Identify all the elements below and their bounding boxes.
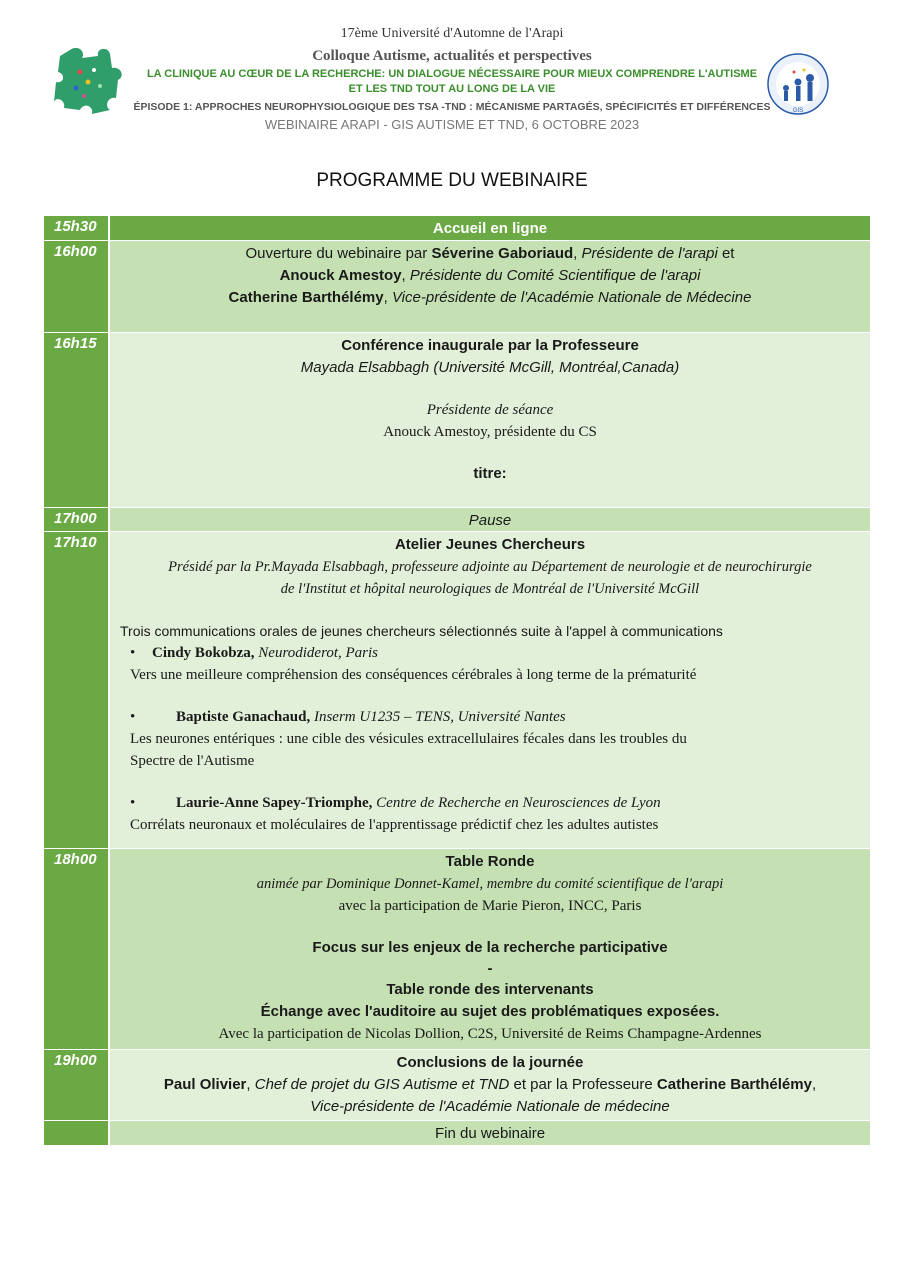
session-content <box>110 849 870 1049</box>
table-row <box>44 1050 870 1121</box>
talk-title: Les neurones entériques : une cible des vésicules extracellulaires fécales dans les troubles du <box>130 731 687 747</box>
time-cell: 18h00 <box>44 849 110 1049</box>
session-content <box>110 1050 870 1120</box>
session-title: Accueil en ligne <box>110 216 870 240</box>
talk-title: Spectre de l'Autisme <box>130 753 255 769</box>
text: , <box>573 245 582 262</box>
chair-line-2: de l'Institut et hôpital neurologiques de Montréal de l'Université McGill <box>280 581 700 597</box>
bullet-icon: • <box>130 795 136 811</box>
speaker-role: Présidente du Comité Scientifique de l'arapi <box>409 267 701 284</box>
header <box>0 0 904 140</box>
session-title: Fin du webinaire <box>110 1121 870 1145</box>
speaker: Mayada Elsabbagh (Université McGill, Montréal,Canada) <box>300 359 680 376</box>
session-title: Conclusions de la journée <box>396 1054 584 1071</box>
list-item <box>120 706 862 728</box>
speaker-role: Chef de projet du GIS Autisme et TND <box>254 1076 510 1093</box>
speaker-name: Baptiste Ganachaud, <box>176 709 311 725</box>
list-item <box>120 642 862 664</box>
header-line-1: 17ème Université d'Automne de l'Arapi <box>340 26 564 41</box>
talk-title: Corrélats neuronaux et moléculaires de l'apprentissage prédictif chez les adultes autistes <box>130 817 659 833</box>
talk-title: Vers une meilleure compréhension des conséquences cérébrales à long terme de la prématurité <box>130 667 697 683</box>
time-cell: 19h00 <box>44 1050 110 1120</box>
roundtable-title: Table ronde des intervenants <box>386 981 594 998</box>
text: Ouverture du webinaire par <box>245 245 432 262</box>
time-cell: 17h00 <box>44 508 110 531</box>
speaker-role: Présidente de l'arapi <box>581 245 718 262</box>
speaker-name: Cindy Bokobza, <box>152 645 255 661</box>
time-cell: 16h15 <box>44 333 110 507</box>
table-row <box>44 532 870 849</box>
header-line-4: ET LES TND TOUT AU LONG DE LA VIE <box>348 83 556 95</box>
table-row <box>44 216 870 241</box>
session-content <box>110 333 870 507</box>
bullet-icon: • <box>130 709 136 725</box>
text: , <box>383 289 392 306</box>
separator-dash: - <box>487 960 493 977</box>
session-title: Atelier Jeunes Chercheurs <box>394 536 586 553</box>
intro-text: Trois communications orales de jeunes chercheurs sélectionnés suite à l'appel à communications <box>120 623 723 639</box>
header-line-5: ÉPISODE 1: APPROCHES NEUROPHYSIOLOGIQUE DES TSA -TND : MÉCANISME PARTAGÉS, SPÉCIFICITÉS ET DIFFÉRENCES <box>133 101 771 113</box>
talk-title-label: titre: <box>473 465 507 482</box>
chair: Anouck Amestoy, présidente du CS <box>383 424 597 440</box>
moderator: animée par Dominique Donnet-Kamel, membre du comité scientifique de l'arapi <box>256 876 724 892</box>
time-cell <box>44 1121 110 1145</box>
session-content <box>110 241 870 332</box>
logo-gis-text: GIS <box>792 108 804 114</box>
focus-title: Focus sur les enjeux de la recherche participative <box>312 939 668 956</box>
speaker-affiliation: Centre de Recherche en Neurosciences de Lyon <box>372 795 661 811</box>
speaker-name: Laurie-Anne Sapey-Triomphe, <box>176 795 373 811</box>
header-line-2: Colloque Autisme, actualités et perspectives <box>312 48 592 64</box>
program-table <box>44 216 870 1146</box>
gis-autisme-tnd-logo-icon <box>756 44 840 124</box>
table-row <box>44 849 870 1050</box>
session-content <box>110 532 870 848</box>
speaker-role: Vice-présidente de l'Académie Nationale de Médecine <box>391 289 752 306</box>
speaker-name: Séverine Gaboriaud <box>431 245 574 262</box>
session-title: Table Ronde <box>445 853 535 870</box>
exchange-title: Échange avec l'auditoire au sujet des problématiques exposées. <box>260 1003 720 1020</box>
text: , <box>246 1076 255 1093</box>
speaker-affiliation: Neurodiderot, Paris <box>254 645 379 661</box>
time-cell: 15h30 <box>44 216 110 240</box>
speaker-name: Paul Olivier <box>163 1076 247 1093</box>
session-title: Conférence inaugurale par la Professeure <box>341 337 639 354</box>
text: et <box>717 245 735 262</box>
chair-label: Présidente de séance <box>426 402 554 418</box>
table-row <box>44 508 870 532</box>
participant: avec la participation de Marie Pieron, INCC, Paris <box>338 898 642 914</box>
chair-line-1: Présidé par la Pr.Mayada Elsabbagh, professeure adjointe au Département de neurologie et de neurochirurgie <box>168 559 812 575</box>
header-line-3: LA CLINIQUE AU CŒUR DE LA RECHERCHE: UN DIALOGUE NÉCESSAIRE POUR MIEUX COMPRENDRE L'AUTISME <box>146 68 758 80</box>
bullet-icon: • <box>130 645 136 661</box>
time-cell: 17h10 <box>44 532 110 848</box>
text: , <box>401 267 410 284</box>
speaker-affiliation: Inserm U1235 – TENS, Université Nantes <box>310 709 566 725</box>
text: et par la Professeure <box>509 1076 657 1093</box>
speaker-name: Catherine Barthélémy <box>656 1076 812 1093</box>
speaker-name: Catherine Barthélémy <box>228 289 384 306</box>
header-line-6: WEBINAIRE ARAPI - GIS AUTISME ET TND, 6 OCTOBRE 2023 <box>264 117 640 132</box>
text: , <box>811 1076 817 1093</box>
speaker-role: Vice-présidente de l'Académie Nationale de médecine <box>310 1098 670 1115</box>
table-row <box>44 333 870 508</box>
list-item <box>120 792 862 814</box>
time-cell: 16h00 <box>44 241 110 332</box>
session-title: Pause <box>110 508 870 531</box>
table-row <box>44 241 870 333</box>
speaker-name: Anouck Amestoy <box>279 267 402 284</box>
table-row <box>44 1121 870 1146</box>
page-title: PROGRAMME DU WEBINAIRE <box>316 170 588 191</box>
participant: Avec la participation de Nicolas Dollion, C2S, Université de Reims Champagne-Ardennes <box>218 1026 762 1042</box>
